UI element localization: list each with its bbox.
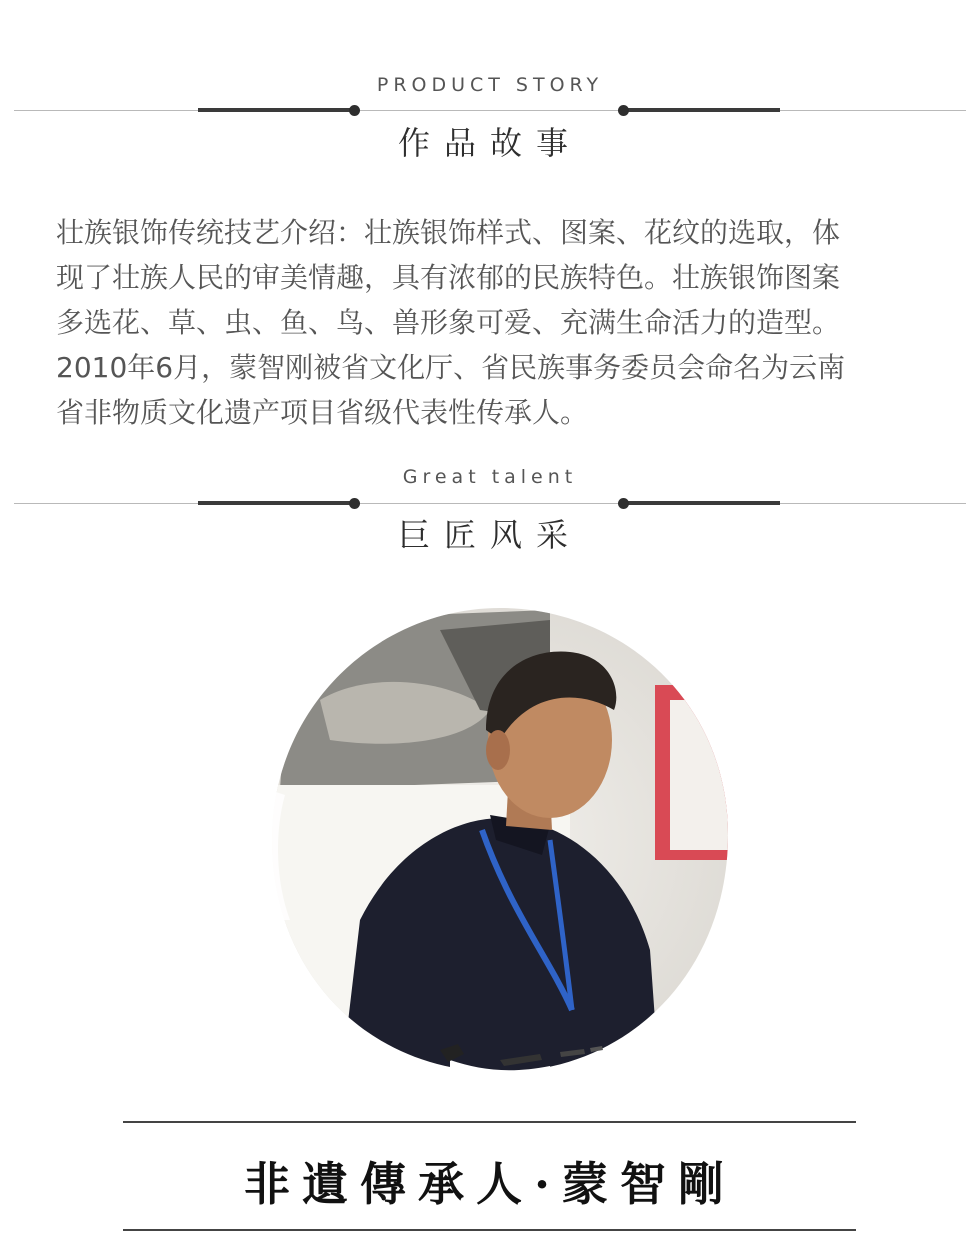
divider-dot-left bbox=[349, 498, 360, 509]
story-line: 省非物质文化遗产项目省级代表性传承人。 bbox=[56, 396, 589, 429]
portrait-illustration bbox=[250, 590, 750, 1090]
inheritor-caption: 非遺傳承人·蒙智剛 bbox=[243, 1157, 736, 1211]
divider-dot-right bbox=[618, 498, 629, 509]
divider-dot-right bbox=[618, 105, 629, 116]
story-line: 壮族银饰传统技艺介绍：壮族银饰样式、图案、花纹的选取，体 bbox=[56, 216, 841, 249]
story-line: 现了壮族人民的审美情趣，具有浓郁的民族特色。壮族银饰图案 bbox=[56, 261, 841, 294]
divider-bar-right bbox=[624, 501, 780, 505]
divider-bar-left bbox=[198, 108, 354, 112]
section-english-title: PRODUCT STORY bbox=[376, 74, 604, 96]
divider-bar-right bbox=[624, 108, 780, 112]
story-line: 多选花、草、虫、鱼、鸟、兽形象可爱、充满生命活力的造型。 bbox=[56, 306, 841, 339]
artisan-portrait bbox=[250, 590, 750, 1090]
divider-line bbox=[14, 503, 966, 504]
caption-top-rule bbox=[123, 1121, 856, 1123]
product-story-text bbox=[56, 210, 926, 435]
divider-dot-left bbox=[349, 105, 360, 116]
divider-line bbox=[14, 110, 966, 111]
section-chinese-title: 作品故事 bbox=[397, 124, 582, 162]
story-line: 2010年6月，蒙智刚被省文化厅、省民族事务委员会命名为云南 bbox=[56, 351, 846, 384]
section-chinese-title: 巨匠风采 bbox=[397, 516, 582, 554]
divider-bar-left bbox=[198, 501, 354, 505]
caption-bottom-rule bbox=[123, 1229, 856, 1231]
section-english-title: Great talent bbox=[402, 466, 578, 488]
